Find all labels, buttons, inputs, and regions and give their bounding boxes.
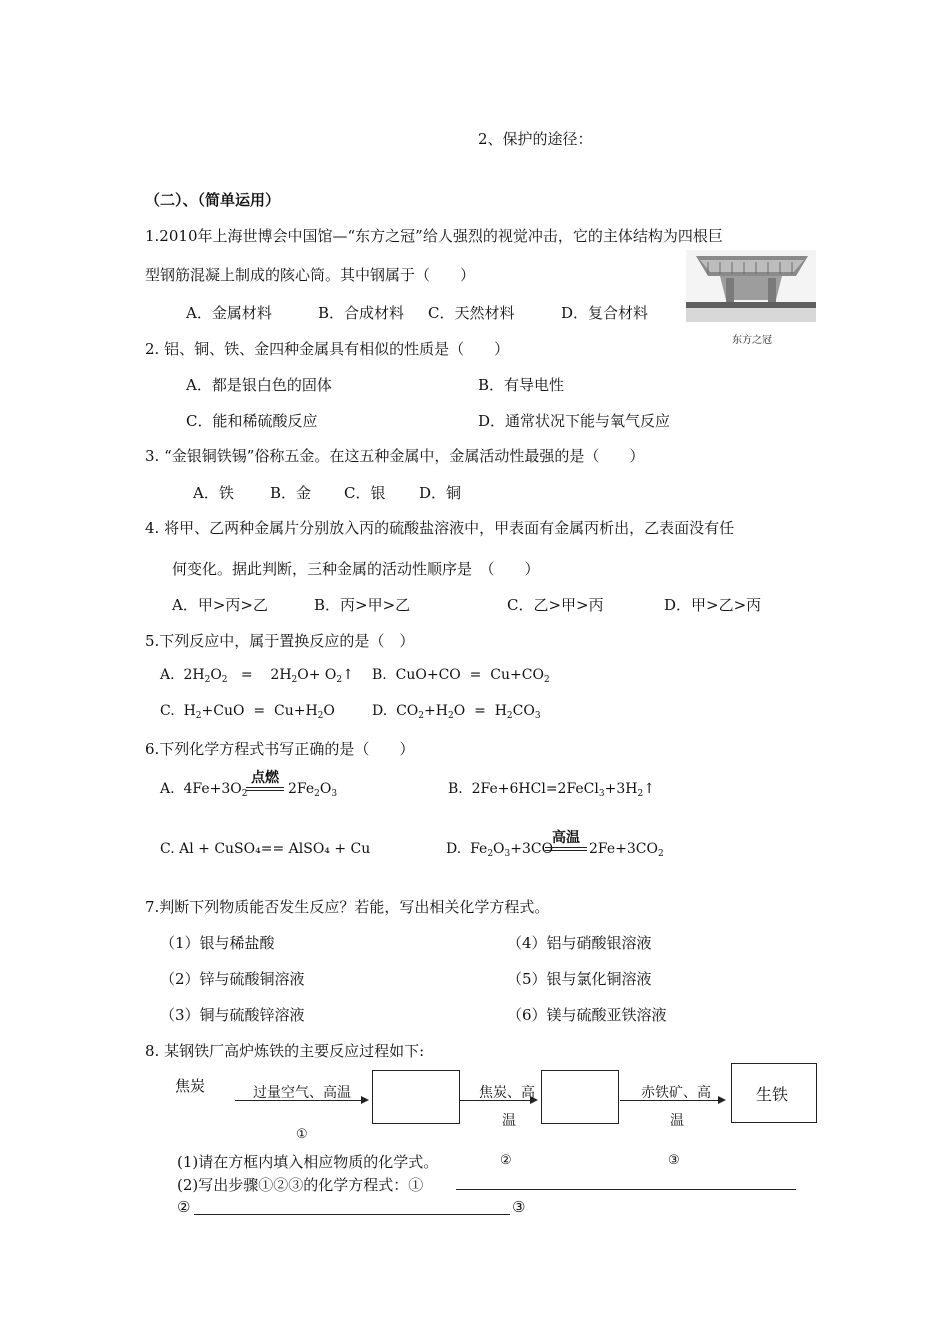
- q8-answer-mark-3: ③: [512, 1198, 526, 1216]
- q5-option-c: C. $H_2+CuO = Cu+H_2O$: [160, 703, 335, 721]
- q4-option-c: C．乙>甲>丙: [507, 596, 604, 614]
- q8-step3-condition-a: 赤铁矿、高: [641, 1085, 711, 1101]
- q3-stem: 3. “金银铜铁锡”俗称五金。在这五种金属中，金属活动性最强的是（ ）: [145, 447, 645, 465]
- q8-arrow-3: [620, 1100, 724, 1101]
- q6-condition-ignite: 点燃: [246, 770, 284, 791]
- q7-item-6: （6）镁与硫酸亚铁溶液: [507, 1006, 667, 1024]
- q6-option-d-product: $2Fe+3CO_2$: [589, 841, 664, 859]
- q8-sub-question-2: (2)写出步骤①②③的化学方程式：①: [177, 1176, 424, 1194]
- china-pavilion-image: [686, 250, 816, 322]
- q6-option-b: B. $2Fe+6HCl=2FeCl_3+3H_2↑$: [448, 781, 655, 799]
- q8-step-number-3: ③: [668, 1153, 680, 1168]
- q2-option-a: A．都是银白色的固体: [186, 376, 332, 394]
- q7-item-4: （4）铝与硝酸银溶液: [507, 934, 652, 952]
- section-heading: 2、保护的途径：: [478, 130, 593, 148]
- q6-stem: 6.下列化学方程式书写正确的是（ ）: [145, 740, 415, 758]
- q5-option-a: A. $2H_2O_2$ = $2H_2O+$ $O_2↑$: [160, 667, 354, 685]
- q6-option-c: C. Al + CuSO₄== AlSO₄ + Cu: [160, 841, 371, 857]
- q1-option-b: B．合成材料: [318, 304, 405, 322]
- part-title: （二）、（简单运用）: [145, 191, 281, 209]
- q3-option-b: B．金: [270, 484, 312, 502]
- q8-stem: 8. 某钢铁厂高炉炼铁的主要反应过程如下:: [145, 1042, 425, 1060]
- q2-option-b: B．有导电性: [478, 376, 565, 394]
- q7-item-5: （5）银与氯化铜溶液: [507, 970, 652, 988]
- q2-option-c: C．能和稀硫酸反应: [186, 412, 318, 430]
- image-caption: 东方之冠: [732, 335, 772, 346]
- q2-option-d: D．通常状况下能与氧气反应: [478, 412, 671, 430]
- q4-line2: 何变化。据此判断，三种金属的活动性顺序是 （ ）: [172, 560, 540, 578]
- q1-line1: 1.2010年上海世博会中国馆—“东方之冠”给人强烈的视觉冲击，它的主体结构为四根巨: [145, 227, 723, 245]
- q7-item-3: （3）铜与硫酸锌溶液: [160, 1006, 305, 1024]
- q1-option-a: A．金属材料: [186, 304, 272, 322]
- q7-item-2: （2）锌与硫酸铜溶液: [160, 970, 305, 988]
- q8-answer-box-1[interactable]: [372, 1070, 460, 1124]
- q3-option-c: C．银: [344, 484, 386, 502]
- q1-option-c: C．天然材料: [428, 304, 515, 322]
- q8-step2-condition-b: 温: [502, 1113, 516, 1129]
- q4-line1: 4. 将甲、乙两种金属片分别放入丙的硫酸盐溶液中，甲表面有金属丙析出，乙表面没有任: [145, 519, 735, 537]
- q8-arrow-2: [460, 1100, 536, 1101]
- q8-step3-condition-b: 温: [670, 1113, 684, 1129]
- q4-option-b: B．丙>甲>乙: [314, 596, 411, 614]
- q5-stem: 5.下列反应中，属于置换反应的是（ ）: [145, 632, 415, 650]
- q6-option-d: D. $Fe_2O_3+3CO$: [446, 841, 554, 859]
- q1-line2: 型钢筋混凝上制成的陔心筒。其中钢属于（ ）: [145, 266, 476, 284]
- q8-answer-box-2[interactable]: [541, 1070, 619, 1124]
- q8-product-label: 生铁: [756, 1085, 789, 1104]
- q8-answer-line-2[interactable]: [194, 1214, 510, 1215]
- q5-option-d: D. $CO_2+H_2O = H_2CO_3$: [372, 703, 541, 721]
- q8-arrow-1: [235, 1100, 367, 1101]
- q8-answer-line-1[interactable]: [456, 1189, 796, 1190]
- q7-stem: 7.判断下列物质能否发生反应？若能，写出相关化学方程式。: [145, 898, 550, 916]
- q6-condition-high-temp: 高温: [545, 830, 587, 851]
- q8-step1-condition: 过量空气、高温: [253, 1085, 351, 1101]
- q6-option-a-product: $2Fe_2O_3$: [288, 781, 338, 799]
- q6-option-a: A. $4Fe+3O_2$: [160, 781, 248, 799]
- q4-option-a: A．甲>丙>乙: [172, 596, 268, 614]
- q8-step2-condition-a: 焦炭、高: [479, 1085, 535, 1101]
- q8-step-number-2: ②: [500, 1153, 512, 1168]
- q1-option-d: D．复合材料: [561, 304, 649, 322]
- q8-step-number-1: ①: [296, 1127, 308, 1142]
- q4-option-d: D．甲>乙>丙: [664, 596, 762, 614]
- q5-option-b: B. $CuO+CO = Cu+CO_2$: [372, 667, 550, 685]
- q2-stem: 2. 铝、铜、铁、金四种金属具有相似的性质是（ ）: [145, 340, 510, 358]
- q3-option-a: A．铁: [193, 484, 234, 502]
- q8-answer-mark-2: ②: [177, 1198, 191, 1216]
- q8-sub-question-1: (1)请在方框内填入相应物质的化学式。: [177, 1153, 439, 1171]
- q7-item-1: （1）银与稀盐酸: [160, 934, 275, 952]
- q8-start-material: 焦炭: [175, 1077, 206, 1095]
- q3-option-d: D．铜: [419, 484, 462, 502]
